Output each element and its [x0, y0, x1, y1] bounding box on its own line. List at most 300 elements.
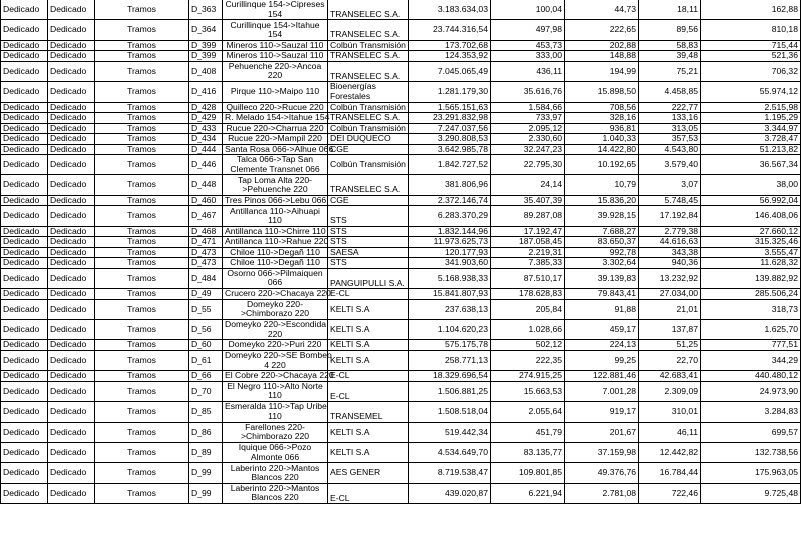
subcategory-cell: Dedicado — [48, 134, 95, 145]
subcategory-cell: Dedicado — [48, 442, 95, 462]
category-cell: Dedicado — [1, 422, 48, 442]
code-cell: D_70 — [189, 381, 223, 401]
type-cell: Tramos — [95, 371, 189, 382]
tramo-cell: R. Melado 154->Itahue 154 — [223, 113, 328, 124]
category-cell: Dedicado — [1, 61, 48, 81]
tramo-cell: Laberinto 220->Mantos Blancos 220 — [223, 463, 328, 483]
value-1-cell: 2.372.146,74 — [409, 195, 491, 206]
subcategory-cell: Dedicado — [48, 320, 95, 340]
value-5-cell: 24.973,90 — [701, 381, 801, 401]
value-2-cell: 1.584,66 — [491, 102, 565, 113]
value-3-cell: 222,65 — [565, 20, 639, 40]
value-1-cell: 1.281.179,30 — [409, 82, 491, 102]
value-4-cell: 22,70 — [639, 350, 701, 370]
value-2-cell: 222,35 — [491, 350, 565, 370]
tramo-cell: Santa Rosa 066->Alhue 066 — [223, 144, 328, 155]
category-cell: Dedicado — [1, 0, 48, 20]
value-5-cell: 3.284,83 — [701, 402, 801, 422]
tramo-cell: Curillinque 154->Cipreses 154 — [223, 0, 328, 20]
tramo-cell: Chiloe 110->Degañ 110 — [223, 258, 328, 269]
value-4-cell: 222,77 — [639, 102, 701, 113]
company-cell: STS — [328, 237, 409, 248]
subcategory-cell: Dedicado — [48, 483, 95, 503]
code-cell: D_60 — [189, 340, 223, 351]
category-cell: Dedicado — [1, 237, 48, 248]
value-1-cell: 1.506.881,25 — [409, 381, 491, 401]
company-cell: STS — [328, 206, 409, 226]
code-cell: D_85 — [189, 402, 223, 422]
value-2-cell: 2.095,12 — [491, 123, 565, 134]
value-3-cell: 14.422,80 — [565, 144, 639, 155]
type-cell: Tramos — [95, 268, 189, 288]
category-cell: Dedicado — [1, 463, 48, 483]
value-2-cell: 205,84 — [491, 299, 565, 319]
subcategory-cell: Dedicado — [48, 195, 95, 206]
value-5-cell: 715,44 — [701, 40, 801, 51]
value-2-cell: 451,79 — [491, 422, 565, 442]
value-5-cell: 2.515,98 — [701, 102, 801, 113]
value-4-cell: 343,38 — [639, 247, 701, 258]
category-cell: Dedicado — [1, 402, 48, 422]
category-cell: Dedicado — [1, 350, 48, 370]
subcategory-cell: Dedicado — [48, 61, 95, 81]
code-cell: D_473 — [189, 258, 223, 269]
table-row — [1, 0, 801, 20]
value-1-cell: 23.744.316,54 — [409, 20, 491, 40]
value-2-cell: 502,12 — [491, 340, 565, 351]
code-cell: D_99 — [189, 463, 223, 483]
tramo-cell: Mineros 110->Sauzal 110 — [223, 51, 328, 62]
category-cell: Dedicado — [1, 226, 48, 237]
value-1-cell: 15.841.807,93 — [409, 289, 491, 300]
value-5-cell: 9.725,48 — [701, 483, 801, 503]
value-5-cell: 521,36 — [701, 51, 801, 62]
value-3-cell: 1.040,33 — [565, 134, 639, 145]
type-cell: Tramos — [95, 20, 189, 40]
value-2-cell: 24,14 — [491, 175, 565, 195]
subcategory-cell: Dedicado — [48, 51, 95, 62]
tramo-cell: Esmeralda 110->Tap Uribe 110 — [223, 402, 328, 422]
subcategory-cell: Dedicado — [48, 20, 95, 40]
value-1-cell: 381.806,96 — [409, 175, 491, 195]
tramo-cell: El Negro 110->Alto Norte 110 — [223, 381, 328, 401]
company-cell: TRANSEMEL — [328, 402, 409, 422]
company-cell: TRANSELEC S.A. — [328, 0, 409, 20]
value-2-cell: 2.330,60 — [491, 134, 565, 145]
value-4-cell: 46,11 — [639, 422, 701, 442]
type-cell: Tramos — [95, 289, 189, 300]
tramo-cell: Rucue 220->Charrua 220 — [223, 123, 328, 134]
value-5-cell: 162,88 — [701, 0, 801, 20]
value-4-cell: 39,48 — [639, 51, 701, 62]
company-cell: AES GENER — [328, 463, 409, 483]
value-1-cell: 519.442,34 — [409, 422, 491, 442]
value-1-cell: 3.642.985,78 — [409, 144, 491, 155]
type-cell: Tramos — [95, 134, 189, 145]
value-2-cell: 32.247,23 — [491, 144, 565, 155]
table-row — [1, 113, 801, 124]
value-3-cell: 79.843,41 — [565, 289, 639, 300]
company-cell: Colbún Transmisión — [328, 123, 409, 134]
tramo-cell: Tres Pinos 066->Lebu 066 — [223, 195, 328, 206]
type-cell: Tramos — [95, 226, 189, 237]
value-1-cell: 1.832.144,96 — [409, 226, 491, 237]
value-5-cell: 132.738,56 — [701, 442, 801, 462]
value-3-cell: 37.159,98 — [565, 442, 639, 462]
value-1-cell: 1.508.518,04 — [409, 402, 491, 422]
table-row — [1, 123, 801, 134]
code-cell: D_416 — [189, 82, 223, 102]
value-3-cell: 15.836,20 — [565, 195, 639, 206]
company-cell: CGE — [328, 195, 409, 206]
tramo-cell: Quilleco 220->Rucue 220 — [223, 102, 328, 113]
subcategory-cell: Dedicado — [48, 144, 95, 155]
value-1-cell: 3.290.808,53 — [409, 134, 491, 145]
value-5-cell: 56.992,04 — [701, 195, 801, 206]
value-2-cell: 187.058,45 — [491, 237, 565, 248]
tramo-cell: Domeyko 220->Escondida 220 — [223, 320, 328, 340]
category-cell: Dedicado — [1, 289, 48, 300]
code-cell: D_428 — [189, 102, 223, 113]
tramo-cell: Laberinto 220->Mantos Blancos 220 — [223, 483, 328, 503]
value-4-cell: 2.779,38 — [639, 226, 701, 237]
company-cell: Colbún Transmisión — [328, 40, 409, 51]
category-cell: Dedicado — [1, 206, 48, 226]
value-2-cell: 15.663,53 — [491, 381, 565, 401]
code-cell: D_484 — [189, 268, 223, 288]
table-row — [1, 226, 801, 237]
type-cell: Tramos — [95, 0, 189, 20]
value-2-cell: 453,73 — [491, 40, 565, 51]
type-cell: Tramos — [95, 113, 189, 124]
value-5-cell: 344,29 — [701, 350, 801, 370]
value-1-cell: 4.534.649,70 — [409, 442, 491, 462]
value-5-cell: 315.325,46 — [701, 237, 801, 248]
company-cell: Colbún Transmisión — [328, 155, 409, 175]
company-cell: Bioenergías Forestales — [328, 82, 409, 102]
type-cell: Tramos — [95, 123, 189, 134]
company-cell: KELTI S.A — [328, 299, 409, 319]
value-2-cell: 178.628,83 — [491, 289, 565, 300]
subcategory-cell: Dedicado — [48, 237, 95, 248]
value-2-cell: 436,11 — [491, 61, 565, 81]
subcategory-cell: Dedicado — [48, 175, 95, 195]
table-row — [1, 175, 801, 195]
value-3-cell: 99,25 — [565, 350, 639, 370]
type-cell: Tramos — [95, 350, 189, 370]
tramo-cell: Antillanca 110->Chirre 110 — [223, 226, 328, 237]
tramo-cell: Talca 066->Tap San Clemente Transnet 066 — [223, 155, 328, 175]
subcategory-cell: Dedicado — [48, 258, 95, 269]
value-4-cell: 722,46 — [639, 483, 701, 503]
tramo-cell: Antillanca 110->Aihuapi 110 — [223, 206, 328, 226]
category-cell: Dedicado — [1, 340, 48, 351]
value-1-cell: 1.565.151,63 — [409, 102, 491, 113]
category-cell: Dedicado — [1, 268, 48, 288]
value-3-cell: 83.650,37 — [565, 237, 639, 248]
value-1-cell: 1.104.620,23 — [409, 320, 491, 340]
value-4-cell: 4.458,85 — [639, 82, 701, 102]
type-cell: Tramos — [95, 175, 189, 195]
code-cell: D_468 — [189, 226, 223, 237]
table-row — [1, 247, 801, 258]
company-cell: KELTI S.A — [328, 340, 409, 351]
category-cell: Dedicado — [1, 40, 48, 51]
value-5-cell: 318,73 — [701, 299, 801, 319]
code-cell: D_467 — [189, 206, 223, 226]
value-5-cell: 1.195,29 — [701, 113, 801, 124]
category-cell: Dedicado — [1, 134, 48, 145]
value-2-cell: 89.287,08 — [491, 206, 565, 226]
type-cell: Tramos — [95, 442, 189, 462]
value-4-cell: 3,07 — [639, 175, 701, 195]
value-1-cell: 3.183.634,03 — [409, 0, 491, 20]
value-2-cell: 6.221,94 — [491, 483, 565, 503]
category-cell: Dedicado — [1, 113, 48, 124]
code-cell: D_99 — [189, 483, 223, 503]
category-cell: Dedicado — [1, 175, 48, 195]
category-cell: Dedicado — [1, 51, 48, 62]
subcategory-cell: Dedicado — [48, 463, 95, 483]
type-cell: Tramos — [95, 102, 189, 113]
value-1-cell: 120.177,93 — [409, 247, 491, 258]
tramo-cell: Domeyko 220->Puri 220 — [223, 340, 328, 351]
table-row — [1, 144, 801, 155]
category-cell: Dedicado — [1, 144, 48, 155]
table-row — [1, 206, 801, 226]
type-cell: Tramos — [95, 320, 189, 340]
type-cell: Tramos — [95, 299, 189, 319]
table-row — [1, 237, 801, 248]
value-4-cell: 17.192,84 — [639, 206, 701, 226]
value-4-cell: 13.232,92 — [639, 268, 701, 288]
subcategory-cell: Dedicado — [48, 340, 95, 351]
tramo-cell: Farellones 220- >Chimborazo 220 — [223, 422, 328, 442]
company-cell: TRANSELEC S.A. — [328, 61, 409, 81]
subcategory-cell: Dedicado — [48, 206, 95, 226]
tramo-cell: Tap Loma Alta 220- >Pehuenche 220 — [223, 175, 328, 195]
value-3-cell: 10.192,65 — [565, 155, 639, 175]
table-row — [1, 371, 801, 382]
tramo-cell: Chiloe 110->Degañ 110 — [223, 247, 328, 258]
type-cell: Tramos — [95, 40, 189, 51]
code-cell: D_89 — [189, 442, 223, 462]
subcategory-cell: Dedicado — [48, 402, 95, 422]
value-4-cell: 3.579,40 — [639, 155, 701, 175]
value-2-cell: 35.407,39 — [491, 195, 565, 206]
table-row — [1, 350, 801, 370]
value-5-cell: 3.555,47 — [701, 247, 801, 258]
table-row — [1, 102, 801, 113]
category-cell: Dedicado — [1, 483, 48, 503]
value-3-cell: 49.376,76 — [565, 463, 639, 483]
value-5-cell: 706,32 — [701, 61, 801, 81]
code-cell: D_408 — [189, 61, 223, 81]
value-3-cell: 10,79 — [565, 175, 639, 195]
table-row — [1, 155, 801, 175]
type-cell: Tramos — [95, 340, 189, 351]
value-4-cell: 44.616,63 — [639, 237, 701, 248]
company-cell: KELTI S.A — [328, 442, 409, 462]
table-row — [1, 442, 801, 462]
value-1-cell: 5.168.938,33 — [409, 268, 491, 288]
value-2-cell: 109.801,85 — [491, 463, 565, 483]
value-3-cell: 44,73 — [565, 0, 639, 20]
value-3-cell: 936,81 — [565, 123, 639, 134]
code-cell: D_433 — [189, 123, 223, 134]
category-cell: Dedicado — [1, 247, 48, 258]
value-1-cell: 6.283.370,29 — [409, 206, 491, 226]
table-row — [1, 299, 801, 319]
value-1-cell: 1.842.727,52 — [409, 155, 491, 175]
value-5-cell: 51.213,82 — [701, 144, 801, 155]
value-3-cell: 201,67 — [565, 422, 639, 442]
subcategory-cell: Dedicado — [48, 422, 95, 442]
value-5-cell: 146.408,06 — [701, 206, 801, 226]
company-cell: E-CL — [328, 371, 409, 382]
company-cell: CGE — [328, 144, 409, 155]
value-3-cell: 7.001,28 — [565, 381, 639, 401]
value-5-cell: 285.506,24 — [701, 289, 801, 300]
value-5-cell: 175.963,05 — [701, 463, 801, 483]
value-3-cell: 202,88 — [565, 40, 639, 51]
value-4-cell: 940,36 — [639, 258, 701, 269]
value-2-cell: 35.616,76 — [491, 82, 565, 102]
code-cell: D_444 — [189, 144, 223, 155]
company-cell: E-CL — [328, 289, 409, 300]
tramo-cell: Osorno 066->Pilmaiquen 066 — [223, 268, 328, 288]
value-4-cell: 58,83 — [639, 40, 701, 51]
value-1-cell: 575.175,78 — [409, 340, 491, 351]
type-cell: Tramos — [95, 381, 189, 401]
code-cell: D_86 — [189, 422, 223, 442]
tramo-cell: Domeyko 220- >Chimborazo 220 — [223, 299, 328, 319]
value-2-cell: 333,00 — [491, 51, 565, 62]
subcategory-cell: Dedicado — [48, 40, 95, 51]
value-4-cell: 21,01 — [639, 299, 701, 319]
table-row — [1, 268, 801, 288]
table-row — [1, 422, 801, 442]
value-5-cell: 699,57 — [701, 422, 801, 442]
value-4-cell: 137,87 — [639, 320, 701, 340]
value-5-cell: 810,18 — [701, 20, 801, 40]
value-1-cell: 7.045.065,49 — [409, 61, 491, 81]
company-cell: KELTI S.A — [328, 350, 409, 370]
table-row — [1, 82, 801, 102]
tramo-cell: Mineros 110->Sauzal 110 — [223, 40, 328, 51]
type-cell: Tramos — [95, 237, 189, 248]
code-cell: D_460 — [189, 195, 223, 206]
table-row — [1, 195, 801, 206]
code-cell: D_399 — [189, 51, 223, 62]
type-cell: Tramos — [95, 402, 189, 422]
subcategory-cell: Dedicado — [48, 247, 95, 258]
value-5-cell: 38,00 — [701, 175, 801, 195]
company-cell: KELTI S.A — [328, 422, 409, 442]
value-5-cell: 1.625,70 — [701, 320, 801, 340]
value-2-cell: 733,97 — [491, 113, 565, 124]
company-cell: STS — [328, 226, 409, 237]
table-row — [1, 51, 801, 62]
table-row — [1, 463, 801, 483]
company-cell: STS — [328, 258, 409, 269]
table-row — [1, 61, 801, 81]
company-cell: PANGUIPULLI S.A. — [328, 268, 409, 288]
value-3-cell: 708,56 — [565, 102, 639, 113]
subcategory-cell: Dedicado — [48, 0, 95, 20]
value-4-cell: 51,25 — [639, 340, 701, 351]
type-cell: Tramos — [95, 51, 189, 62]
code-cell: D_49 — [189, 289, 223, 300]
value-5-cell: 777,51 — [701, 340, 801, 351]
type-cell: Tramos — [95, 195, 189, 206]
value-1-cell: 7.247.037,56 — [409, 123, 491, 134]
value-3-cell: 148,88 — [565, 51, 639, 62]
type-cell: Tramos — [95, 61, 189, 81]
value-5-cell: 139.882,92 — [701, 268, 801, 288]
value-3-cell: 194,99 — [565, 61, 639, 81]
value-4-cell: 89,56 — [639, 20, 701, 40]
company-cell: SAESA — [328, 247, 409, 258]
value-2-cell: 83.135,77 — [491, 442, 565, 462]
subcategory-cell: Dedicado — [48, 381, 95, 401]
table-row — [1, 40, 801, 51]
value-5-cell: 440.480,12 — [701, 371, 801, 382]
value-4-cell: 4.543,80 — [639, 144, 701, 155]
table-row — [1, 289, 801, 300]
value-3-cell: 91,88 — [565, 299, 639, 319]
company-cell: TRANSELEC S.A. — [328, 175, 409, 195]
value-1-cell: 11.973.625,73 — [409, 237, 491, 248]
value-1-cell: 8.719.538,47 — [409, 463, 491, 483]
subcategory-cell: Dedicado — [48, 226, 95, 237]
type-cell: Tramos — [95, 155, 189, 175]
value-1-cell: 173.702,68 — [409, 40, 491, 51]
type-cell: Tramos — [95, 258, 189, 269]
value-1-cell: 258.771,13 — [409, 350, 491, 370]
code-cell: D_399 — [189, 40, 223, 51]
value-2-cell: 100,04 — [491, 0, 565, 20]
value-2-cell: 1.028,66 — [491, 320, 565, 340]
company-cell: DEI DUQUECO — [328, 134, 409, 145]
value-5-cell: 3.344,97 — [701, 123, 801, 134]
value-5-cell: 27.660,12 — [701, 226, 801, 237]
subcategory-cell: Dedicado — [48, 268, 95, 288]
value-2-cell: 2.219,31 — [491, 247, 565, 258]
code-cell: D_471 — [189, 237, 223, 248]
type-cell: Tramos — [95, 483, 189, 503]
company-cell: E-CL — [328, 483, 409, 503]
value-1-cell: 237.638,13 — [409, 299, 491, 319]
code-cell: D_56 — [189, 320, 223, 340]
table-row — [1, 20, 801, 40]
category-cell: Dedicado — [1, 102, 48, 113]
value-1-cell: 124.353,92 — [409, 51, 491, 62]
tramo-cell: Curillinque 154->Itahue 154 — [223, 20, 328, 40]
value-1-cell: 23.291.832,98 — [409, 113, 491, 124]
value-3-cell: 39.928,15 — [565, 206, 639, 226]
type-cell: Tramos — [95, 206, 189, 226]
tramo-cell: Domeyko 220->SE Bombeo 4 220 — [223, 350, 328, 370]
table-row — [1, 402, 801, 422]
value-4-cell: 310,01 — [639, 402, 701, 422]
code-cell: D_473 — [189, 247, 223, 258]
value-4-cell: 357,53 — [639, 134, 701, 145]
type-cell: Tramos — [95, 422, 189, 442]
value-2-cell: 17.192,47 — [491, 226, 565, 237]
value-3-cell: 459,17 — [565, 320, 639, 340]
subcategory-cell: Dedicado — [48, 155, 95, 175]
